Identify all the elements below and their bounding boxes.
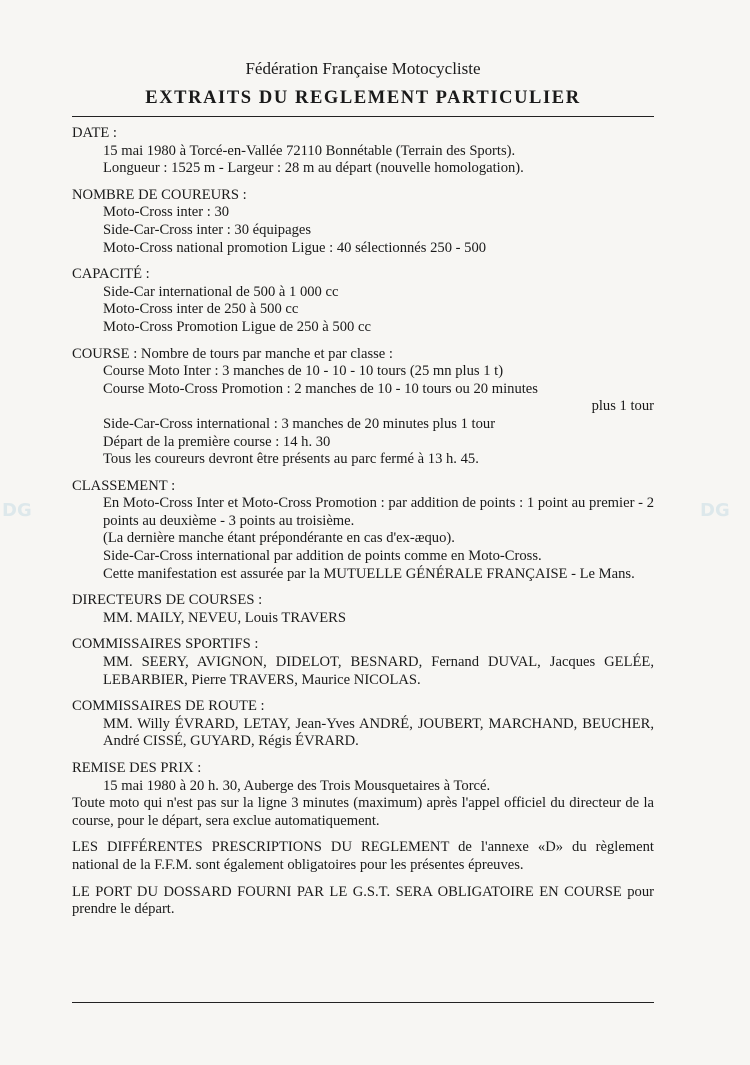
course-heading: COURSE : Nombre de tours par manche et par classe : (72, 345, 393, 362)
exclusion-rule: Toute moto qui n'est pas sur la ligne 3 minutes (maximum) après l'appel officiel du directeur de la course, pour le départ, sera exclue automatiquement. (72, 795, 654, 829)
capacity-line: Side-Car international de 500 à 1 000 cc (103, 283, 339, 300)
section-directors (72, 592, 654, 627)
capacity-heading: CAPACITÉ : (72, 266, 150, 283)
course-line: Side-Car-Cross international : 3 manches de 20 minutes plus 1 tour (103, 415, 496, 432)
sport-commissioners-names: MM. SEERY, AVIGNON, DIDELOT, BESNARD, Fernand DUVAL, Jacques GELÉE, LEBARBIER, Pierre TRAVERS, Maurice NICOLAS. (103, 654, 654, 688)
riders-line: Moto-Cross national promotion Ligue : 40 sélectionnés 250 - 500 (103, 239, 487, 256)
ranking-heading: CLASSEMENT : (72, 477, 176, 494)
section-road-commissioners (72, 698, 654, 751)
course-line: Départ de la première course : 14 h. 30 (103, 433, 331, 450)
course-line: Course Moto-Cross Promotion : 2 manches de 10 - 10 tours ou 20 minutes (103, 380, 538, 397)
section-prizes (72, 760, 654, 830)
date-line: 15 mai 1980 à Torcé-en-Vallée 72110 Bonnétable (Terrain des Sports). (103, 142, 516, 159)
section-sport-commissioners (72, 636, 654, 689)
section-course (72, 346, 654, 469)
riders-line: Side-Car-Cross inter : 30 équipages (103, 221, 312, 238)
ranking-paragraph: Side-Car-Cross international par addition de points comme en Moto-Cross. (103, 548, 542, 565)
directors-names: MM. MAILY, NEVEU, Louis TRAVERS (103, 609, 347, 626)
course-line-continuation: plus 1 tour (591, 398, 654, 415)
section-bib (72, 884, 654, 919)
watermark-left: DG (2, 500, 32, 521)
riders-line: Moto-Cross inter : 30 (103, 204, 230, 221)
section-prescriptions (72, 839, 654, 874)
organization-name: Fédération Française Motocycliste (245, 59, 481, 78)
section-riders (72, 187, 654, 257)
capacity-line: Moto-Cross Promotion Ligue de 250 à 500 cc (103, 318, 371, 335)
title-rule (72, 116, 654, 117)
riders-heading: NOMBRE DE COUREURS : (72, 186, 247, 203)
ranking-paragraph: En Moto-Cross Inter et Moto-Cross Promotion : par addition de points : 1 point au premier - 2 points au deuxième - 3 points au troisième. (103, 495, 654, 529)
section-date (72, 125, 654, 178)
road-commissioners-heading: COMMISSAIRES DE ROUTE : (72, 698, 265, 715)
insurance-paragraph: Cette manifestation est assurée par la MUTUELLE GÉNÉRALE FRANÇAISE - Le Mans. (103, 565, 635, 582)
road-commissioners-names: MM. Willy ÉVRARD, LETAY, Jean-Yves ANDRÉ, JOUBERT, MARCHAND, BEUCHER, André CISSÉ, GUYARD, Régis ÉVRARD. (103, 715, 654, 750)
directors-heading: DIRECTEURS DE COURSES : (72, 592, 263, 609)
section-ranking (72, 478, 654, 584)
document-title: EXTRAITS DU REGLEMENT PARTICULIER (145, 88, 581, 108)
watermark-right: DG (700, 500, 730, 521)
prescriptions-text: LES DIFFÉRENTES PRESCRIPTIONS DU REGLEMENT de l'annexe «D» du règlement national de la F.F.M. sont également obligatoires pour les présentes épreuves. (72, 839, 654, 873)
document-page (72, 58, 654, 919)
bottom-rule (72, 1002, 654, 1003)
course-line: Course Moto Inter : 3 manches de 10 - 10 - 10 tours (25 mn plus 1 t) (103, 363, 504, 380)
sport-commissioners-heading: COMMISSAIRES SPORTIFS : (72, 636, 259, 653)
prizes-heading: REMISE DES PRIX : (72, 760, 202, 776)
ranking-paragraph: (La dernière manche étant prépondérante en cas d'ex-æquo). (103, 530, 455, 547)
bib-text: LE PORT DU DOSSARD FOURNI PAR LE G.S.T. SERA OBLIGATOIRE EN COURSE pour prendre le départ. (72, 883, 654, 918)
date-heading: DATE : (72, 125, 117, 141)
course-line: Tous les coureurs devront être présents au parc fermé à 13 h. 45. (103, 451, 479, 468)
section-capacity (72, 266, 654, 336)
capacity-line: Moto-Cross inter de 250 à 500 cc (103, 301, 299, 318)
track-dimensions: Longueur : 1525 m - Largeur : 28 m au départ (nouvelle homologation). (103, 160, 524, 177)
prizes-line: 15 mai 1980 à 20 h. 30, Auberge des Trois Mousquetaires à Torcé. (103, 777, 491, 794)
